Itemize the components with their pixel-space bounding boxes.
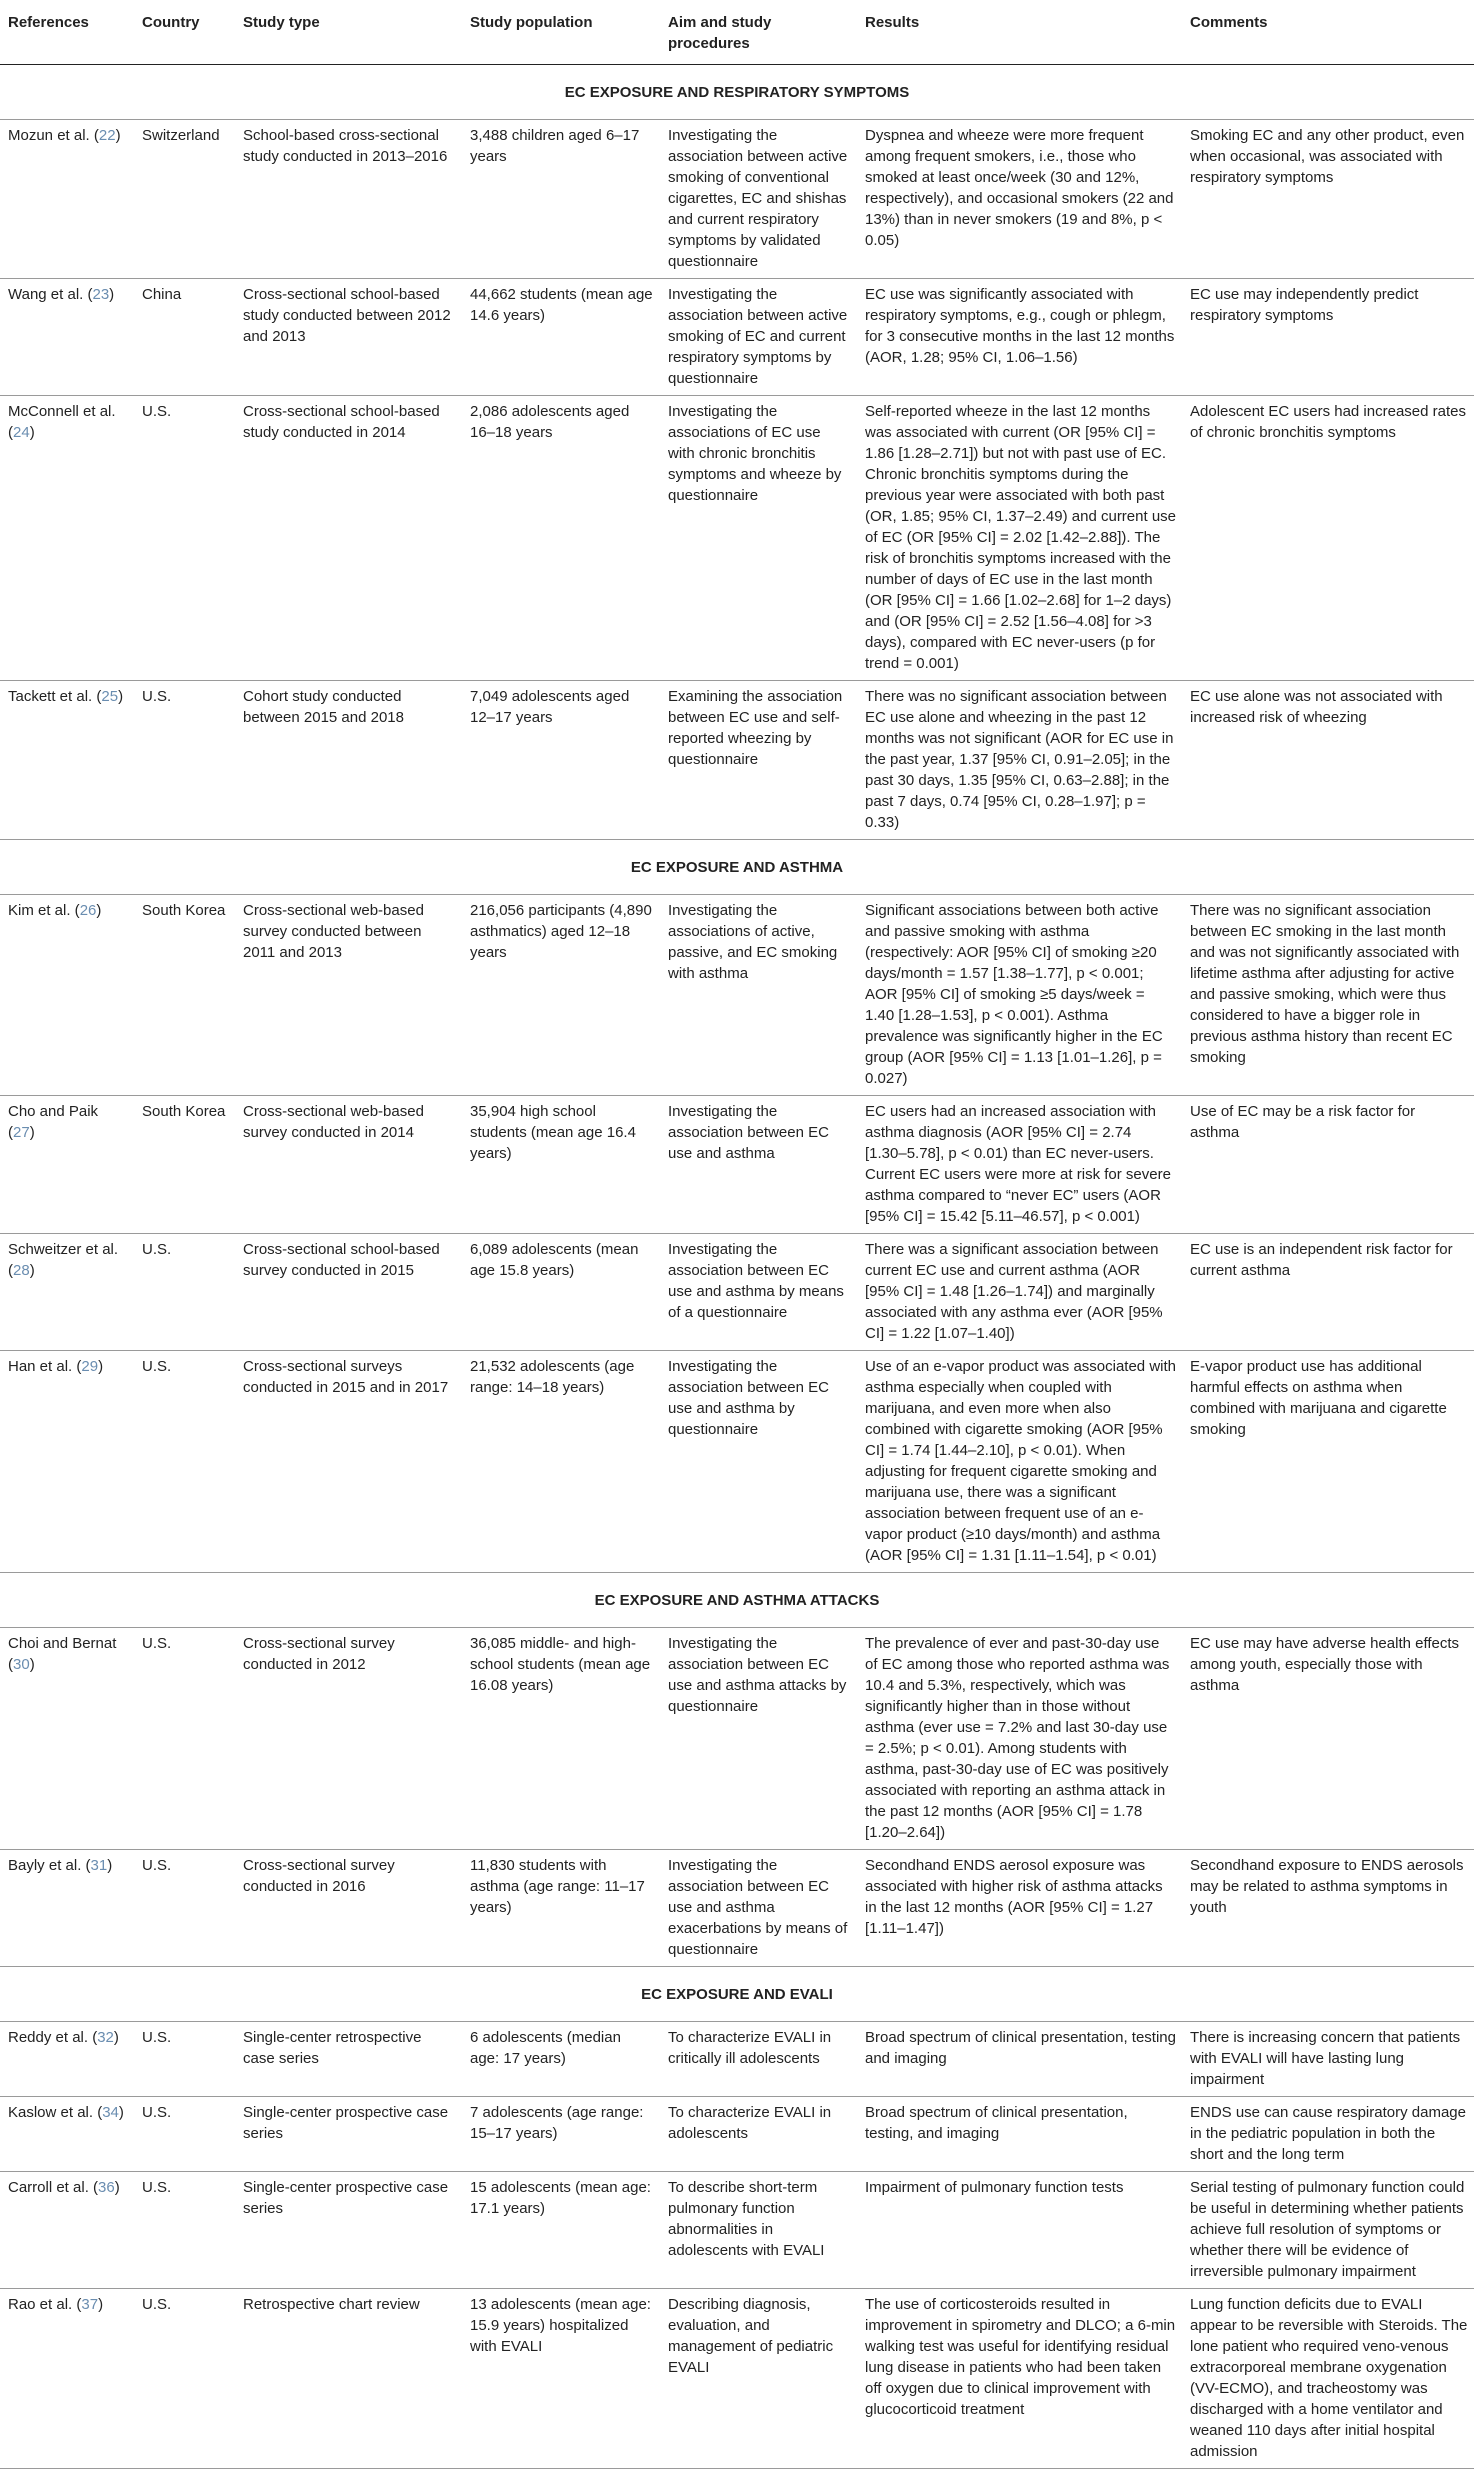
results-cell: Impairment of pulmonary function tests [857, 2172, 1182, 2289]
study-type-cell: Cross-sectional survey conducted in 2016 [235, 1850, 462, 1967]
comments-cell: EC use may have adverse health effects among youth, especially those with asthma [1182, 1628, 1474, 1850]
study-type-cell: Single-center prospective case series [235, 2172, 462, 2289]
reference-cell [0, 2172, 134, 2289]
reference-close: ) [98, 2296, 104, 2313]
population-cell: 3,488 children aged 6–17 years [462, 120, 660, 279]
aim-cell: Describing diagnosis, evaluation, and management of pediatric EVALI [660, 2289, 857, 2469]
country-cell: Switzerland [134, 120, 235, 279]
population-cell: 35,904 high school students (mean age 16.4 years) [462, 1096, 660, 1234]
comments-cell: EC use may independently predict respiratory symptoms [1182, 279, 1474, 396]
reference-cell [0, 396, 134, 681]
citation-link[interactable]: 25 [101, 688, 119, 705]
reference-cell [0, 681, 134, 840]
section-header-row [0, 840, 1474, 895]
reference-close: ) [115, 127, 121, 144]
country-cell: U.S. [134, 2289, 235, 2469]
reference-author: McConnell et al. ( [8, 403, 116, 441]
section-title: EC EXPOSURE AND EVALI [0, 1967, 1474, 2022]
reference-cell [0, 2022, 134, 2097]
study-type-cell: Cross-sectional school-based survey conducted in 2015 [235, 1234, 462, 1351]
table-row [0, 1628, 1474, 1850]
table-row [0, 396, 1474, 681]
header-study-type: Study type [235, 0, 462, 65]
table-row [0, 1351, 1474, 1573]
comments-cell: E-vapor product use has additional harmful effects on asthma when combined with marijuana and cigarette smoking [1182, 1351, 1474, 1573]
results-cell: Use of an e-vapor product was associated with asthma especially when coupled with marijuana, and even more when also combined with cigarette smoking (AOR [95% CI] = 1.74 [1.44–2.10], p < 0.01). When adjusting for frequent cigarette smoking and marijuana use, there was a significant association between frequent use of an e-vapor product (≥10 days/month) and asthma (AOR [95% CI] = 1.31 [1.11–1.54], p < 0.01) [857, 1351, 1182, 1573]
aim-cell: To characterize EVALI in critically ill adolescents [660, 2022, 857, 2097]
section-title: EC EXPOSURE AND ASTHMA ATTACKS [0, 1573, 1474, 1628]
table-row [0, 1850, 1474, 1967]
aim-cell: Investigating the association between EC use and asthma [660, 1096, 857, 1234]
results-cell: Secondhand ENDS aerosol exposure was associated with higher risk of asthma attacks in the last 12 months (AOR [95% CI] = 1.27 [1.11–1.47]) [857, 1850, 1182, 1967]
table-row [0, 2097, 1474, 2172]
reference-author: Tackett et al. ( [8, 688, 102, 705]
citation-link[interactable]: 22 [98, 127, 116, 144]
header-country: Country [134, 0, 235, 65]
reference-close: ) [118, 688, 124, 705]
reference-author: Kaslow et al. ( [8, 2104, 103, 2121]
results-cell: Dyspnea and wheeze were more frequent among frequent smokers, i.e., those who smoked at least once/week (30 and 12%, respectively), and occasional smokers (22 and 13%) than in never smokers (19 and 8%, p < 0.05) [857, 120, 1182, 279]
reference-close: ) [29, 1656, 35, 1673]
comments-cell: Lung function deficits due to EVALI appear to be reversible with Steroids. The lone patient who required veno-venous extracorporeal membrane oxygenation (VV-ECMO), and tracheostomy was discharged with a home ventilator and weaned 110 days after initial hospital admission [1182, 2289, 1474, 2469]
reference-close: ) [98, 1358, 104, 1375]
reference-author: Choi and Bernat ( [8, 1635, 117, 1673]
reference-close: ) [96, 902, 102, 919]
study-type-cell: Cross-sectional surveys conducted in 2015 and in 2017 [235, 1351, 462, 1573]
results-cell: There was a significant association between current EC use and current asthma (AOR [95% CI] = 1.48 [1.26–1.74]) and marginally associated with any asthma ever (AOR [95% CI] = 1.22 [1.07–1.40]) [857, 1234, 1182, 1351]
reference-author: Schweitzer et al. ( [8, 1241, 119, 1279]
section-header-row [0, 1573, 1474, 1628]
header-comments: Comments [1182, 0, 1474, 65]
comments-cell: Smoking EC and any other product, even when occasional, was associated with respiratory symptoms [1182, 120, 1474, 279]
reference-author: Wang et al. ( [8, 286, 93, 303]
study-type-cell: Cohort study conducted between 2015 and 2018 [235, 681, 462, 840]
country-cell: U.S. [134, 2022, 235, 2097]
comments-cell: Secondhand exposure to ENDS aerosols may be related to asthma symptoms in youth [1182, 1850, 1474, 1967]
population-cell: 44,662 students (mean age 14.6 years) [462, 279, 660, 396]
table-body [0, 65, 1474, 2469]
reference-close: ) [109, 286, 115, 303]
study-type-cell: Cross-sectional school-based study conducted in 2014 [235, 396, 462, 681]
population-cell: 21,532 adolescents (age range: 14–18 years) [462, 1351, 660, 1573]
results-cell: Significant associations between both active and passive smoking with asthma (respectively: AOR [95% CI] of smoking ≥20 days/month = 1.57 [1.38–1.77], p < 0.001; AOR [95% CI] of smoking ≥5 days/week = 1.40 [1.28–1.53], p < 0.001). Asthma prevalence was significantly higher in the EC group (AOR [95% CI] = 1.13 [1.01–1.26], p = 0.027) [857, 895, 1182, 1096]
table-row [0, 681, 1474, 840]
reference-cell [0, 1351, 134, 1573]
reference-close: ) [118, 2104, 124, 2121]
table-row [0, 1096, 1474, 1234]
reference-cell [0, 2097, 134, 2172]
country-cell: China [134, 279, 235, 396]
results-cell: Broad spectrum of clinical presentation, testing and imaging [857, 2022, 1182, 2097]
header-references: References [0, 0, 134, 65]
country-cell: South Korea [134, 1096, 235, 1234]
header-study-population: Study population [462, 0, 660, 65]
table-row [0, 120, 1474, 279]
table-row [0, 2289, 1474, 2469]
reference-author: Carroll et al. ( [8, 2179, 99, 2196]
citation-link[interactable]: 28 [13, 1262, 30, 1279]
study-type-cell: Cross-sectional web-based survey conducted in 2014 [235, 1096, 462, 1234]
results-cell: Broad spectrum of clinical presentation, testing, and imaging [857, 2097, 1182, 2172]
reference-cell [0, 279, 134, 396]
header-aim: Aim and study procedures [660, 0, 857, 65]
citation-link[interactable]: 34 [102, 2104, 119, 2121]
comments-cell: Use of EC may be a risk factor for asthma [1182, 1096, 1474, 1234]
citation-link[interactable]: 31 [90, 1857, 108, 1874]
citation-link[interactable]: 27 [13, 1124, 30, 1141]
comments-cell: EC use alone was not associated with increased risk of wheezing [1182, 681, 1474, 840]
comments-cell: There is increasing concern that patients with EVALI will have lasting lung impairment [1182, 2022, 1474, 2097]
aim-cell: Investigating the associations of active, passive, and EC smoking with asthma [660, 895, 857, 1096]
aim-cell: To describe short-term pulmonary function abnormalities in adolescents with EVALI [660, 2172, 857, 2289]
population-cell: 13 adolescents (mean age: 15.9 years) hospitalized with EVALI [462, 2289, 660, 2469]
reference-author: Kim et al. ( [8, 902, 80, 919]
country-cell: South Korea [134, 895, 235, 1096]
aim-cell: To characterize EVALI in adolescents [660, 2097, 857, 2172]
comments-cell: EC use is an independent risk factor for current asthma [1182, 1234, 1474, 1351]
reference-cell [0, 1096, 134, 1234]
population-cell: 36,085 middle- and high-school students (mean age 16.08 years) [462, 1628, 660, 1850]
citation-link[interactable]: 37 [81, 2296, 99, 2313]
study-type-cell: Cross-sectional survey conducted in 2012 [235, 1628, 462, 1850]
results-cell: The prevalence of ever and past-30-day use of EC among those who reported asthma was 10.4 and 5.3%, respectively, which was significantly higher than in those without asthma (ever use = 7.2% and last 30-day use = 2.5%; p < 0.01). Among students with asthma, past-30-day use of EC was positively associated with reporting an asthma attack in the past 12 months (AOR [95% CI] = 1.78 [1.20–2.64]) [857, 1628, 1182, 1850]
study-type-cell: Cross-sectional web-based survey conducted between 2011 and 2013 [235, 895, 462, 1096]
reference-close: ) [114, 2179, 120, 2196]
aim-cell: Investigating the association between active smoking of EC and current respiratory symptoms by questionnaire [660, 279, 857, 396]
reference-author: Mozun et al. ( [8, 127, 99, 144]
citation-link[interactable]: 24 [13, 424, 30, 441]
table-header [0, 0, 1474, 65]
reference-close: ) [107, 1857, 113, 1874]
reference-cell [0, 1850, 134, 1967]
study-type-cell: Cross-sectional school-based study conducted between 2012 and 2013 [235, 279, 462, 396]
reference-close: ) [113, 2029, 119, 2046]
citation-link[interactable]: 23 [92, 286, 110, 303]
aim-cell: Investigating the association between EC use and asthma by means of a questionnaire [660, 1234, 857, 1351]
population-cell: 6 adolescents (median age: 17 years) [462, 2022, 660, 2097]
reference-close: ) [29, 1124, 35, 1141]
reference-author: Rao et al. ( [8, 2296, 82, 2313]
citation-link[interactable]: 30 [13, 1656, 30, 1673]
study-type-cell: School-based cross-sectional study conducted in 2013–2016 [235, 120, 462, 279]
country-cell: U.S. [134, 1628, 235, 1850]
reference-cell [0, 120, 134, 279]
comments-cell: There was no significant association between EC smoking in the last month and was not significantly associated with lifetime asthma after adjusting for active and passive smoking, which were thus considered to have a bigger role in previous asthma history than recent EC smoking [1182, 895, 1474, 1096]
citation-link[interactable]: 26 [79, 902, 97, 919]
study-type-cell: Single-center retrospective case series [235, 2022, 462, 2097]
country-cell: U.S. [134, 2172, 235, 2289]
citation-link[interactable]: 32 [97, 2029, 114, 2046]
table-row [0, 2022, 1474, 2097]
results-cell: The use of corticosteroids resulted in improvement in spirometry and DLCO; a 6-min walking test was useful for identifying residual lung disease in patients who had been taken off oxygen due to clinical improvement with glucocorticoid treatment [857, 2289, 1182, 2469]
country-cell: U.S. [134, 396, 235, 681]
study-type-cell: Single-center prospective case series [235, 2097, 462, 2172]
reference-author: Reddy et al. ( [8, 2029, 98, 2046]
population-cell: 11,830 students with asthma (age range: 11–17 years) [462, 1850, 660, 1967]
population-cell: 7,049 adolescents aged 12–17 years [462, 681, 660, 840]
country-cell: U.S. [134, 1234, 235, 1351]
section-title: EC EXPOSURE AND ASTHMA [0, 840, 1474, 895]
table-row [0, 1234, 1474, 1351]
results-cell: There was no significant association between EC use alone and wheezing in the past 12 months was not significant (AOR for EC use in the past year, 1.37 [95% CI, 0.91–2.05]; in the past 30 days, 1.35 [95% CI, 0.63–2.88]; in the past 7 days, 0.74 [95% CI, 0.28–1.97]; p = 0.33) [857, 681, 1182, 840]
comments-cell: Serial testing of pulmonary function could be useful in determining whether patients achieve full resolution of symptoms or whether there will be evidence of irreversible pulmonary impairment [1182, 2172, 1474, 2289]
aim-cell: Investigating the association between EC use and asthma attacks by questionnaire [660, 1628, 857, 1850]
reference-cell [0, 2289, 134, 2469]
population-cell: 15 adolescents (mean age: 17.1 years) [462, 2172, 660, 2289]
results-cell: EC use was significantly associated with respiratory symptoms, e.g., cough or phlegm, for 3 consecutive months in the last 12 months (AOR, 1.28; 95% CI, 1.06–1.56) [857, 279, 1182, 396]
reference-close: ) [29, 424, 35, 441]
reference-cell [0, 895, 134, 1096]
reference-cell [0, 1234, 134, 1351]
section-header-row [0, 65, 1474, 120]
reference-author: Cho and Paik ( [8, 1103, 99, 1141]
country-cell: U.S. [134, 2097, 235, 2172]
reference-author: Han et al. ( [8, 1358, 82, 1375]
reference-close: ) [29, 1262, 35, 1279]
population-cell: 2,086 adolescents aged 16–18 years [462, 396, 660, 681]
country-cell: U.S. [134, 1850, 235, 1967]
comments-cell: Adolescent EC users had increased rates of chronic bronchitis symptoms [1182, 396, 1474, 681]
table-row [0, 2172, 1474, 2289]
table-row [0, 895, 1474, 1096]
aim-cell: Examining the association between EC use and self-reported wheezing by questionnaire [660, 681, 857, 840]
section-header-row [0, 1967, 1474, 2022]
country-cell: U.S. [134, 1351, 235, 1573]
citation-link[interactable]: 29 [81, 1358, 99, 1375]
population-cell: 7 adolescents (age range: 15–17 years) [462, 2097, 660, 2172]
aim-cell: Investigating the association between EC use and asthma by questionnaire [660, 1351, 857, 1573]
results-cell: EC users had an increased association with asthma diagnosis (AOR [95% CI] = 2.74 [1.30–5.78], p < 0.01) than EC never-users. Current EC users were more at risk for severe asthma compared to “never EC” users (AOR [95% CI] = 15.42 [5.11–46.57], p < 0.001) [857, 1096, 1182, 1234]
aim-cell: Investigating the association between EC use and asthma exacerbations by means of questionnaire [660, 1850, 857, 1967]
population-cell: 6,089 adolescents (mean age 15.8 years) [462, 1234, 660, 1351]
table-row [0, 279, 1474, 396]
section-title: EC EXPOSURE AND RESPIRATORY SYMPTOMS [0, 65, 1474, 120]
study-type-cell: Retrospective chart review [235, 2289, 462, 2469]
reference-author: Bayly et al. ( [8, 1857, 91, 1874]
comments-cell: ENDS use can cause respiratory damage in the pediatric population in both the short and the long term [1182, 2097, 1474, 2172]
citation-link[interactable]: 36 [98, 2179, 115, 2196]
country-cell: U.S. [134, 681, 235, 840]
reference-cell [0, 1628, 134, 1850]
population-cell: 216,056 participants (4,890 asthmatics) aged 12–18 years [462, 895, 660, 1096]
aim-cell: Investigating the association between active smoking of conventional cigarettes, EC and shishas and current respiratory symptoms by validated questionnaire [660, 120, 857, 279]
results-cell: Self-reported wheeze in the last 12 months was associated with current (OR [95% CI] = 1.86 [1.28–2.71]) but not with past use of EC. Chronic bronchitis symptoms during the previous year were associated with both past (OR, 1.85; 95% CI, 1.37–2.49) and current use of EC (OR [95% CI] = 2.02 [1.42–2.88]). The risk of bronchitis symptoms increased with the number of days of EC use in the last month (OR [95% CI] = 1.66 [1.02–2.68] for 1–2 days) and (OR [95% CI] = 2.52 [1.56–4.08] for >3 days), compared with EC never-users (p for trend = 0.001) [857, 396, 1182, 681]
aim-cell: Investigating the associations of EC use with chronic bronchitis symptoms and wheeze by questionnaire [660, 396, 857, 681]
header-results: Results [857, 0, 1182, 65]
